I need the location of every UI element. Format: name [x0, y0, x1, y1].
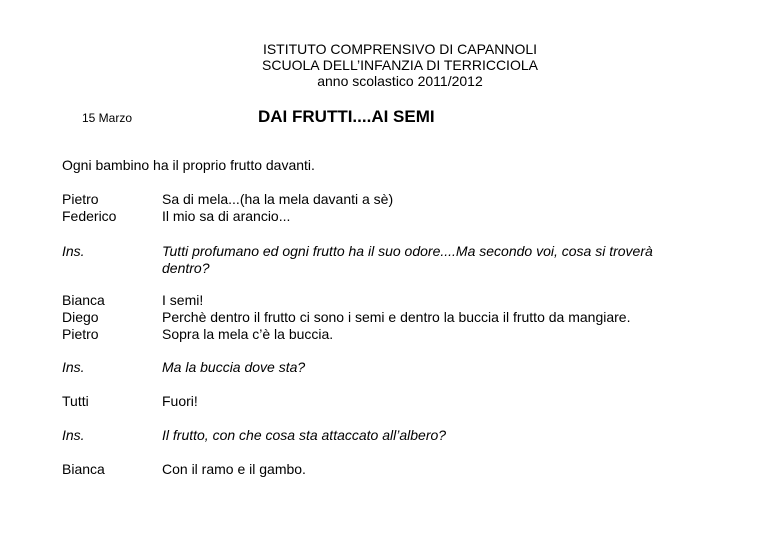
speaker-name: Ins.	[62, 359, 85, 375]
speaker-name: Pietro	[62, 326, 99, 342]
school-section: SCUOLA DELL’INFANZIA DI TERRICCIOLA	[262, 57, 538, 73]
utterance-list	[162, 243, 692, 277]
speaker-list	[62, 243, 162, 277]
dialogue-turn	[62, 359, 692, 376]
dialogue-turn	[62, 393, 692, 410]
dialogue-turn	[62, 243, 692, 277]
utterance: Con il ramo e il gambo.	[162, 461, 306, 477]
speaker-name: Federico	[62, 208, 117, 224]
utterance-list	[162, 393, 692, 410]
speaker-name: Ins.	[62, 427, 85, 443]
utterance: Sopra la mela c’è la buccia.	[162, 326, 334, 342]
utterance: Perchè dentro il frutto ci sono i semi e dentro la buccia il frutto da mangiare.	[162, 309, 631, 325]
speaker-name: Tutti	[62, 393, 89, 409]
utterance-list	[162, 359, 692, 376]
speaker-name: Diego	[62, 309, 99, 325]
utterance: Sa di mela...(ha la mela davanti a sè)	[162, 191, 394, 207]
dialogue-turn	[62, 427, 692, 444]
speaker-list	[62, 393, 162, 410]
dialogue-turn	[62, 191, 692, 225]
utterance-list	[162, 427, 692, 444]
utterance-list	[162, 191, 692, 225]
document-date: 15 Marzo	[82, 111, 133, 125]
utterance-list	[162, 461, 692, 478]
document-title: DAI FRUTTI....AI SEMI	[258, 107, 435, 126]
speaker-name: Pietro	[62, 191, 99, 207]
dialogue-turn	[62, 292, 692, 343]
speaker-list	[62, 292, 162, 343]
speaker-name: Ins.	[62, 243, 85, 259]
utterance: Tutti profumano ed ogni frutto ha il suo odore....Ma secondo voi, cosa si troverà dentro?	[162, 243, 653, 276]
utterance-list	[162, 292, 692, 343]
speaker-list	[62, 359, 162, 376]
speaker-name: Bianca	[62, 461, 105, 477]
document-header	[0, 41, 768, 89]
utterance: Il mio sa di arancio...	[162, 208, 291, 224]
school-year: anno scolastico 2011/2012	[317, 73, 483, 89]
intro-text: Ogni bambino ha il proprio frutto davanti.	[62, 157, 315, 173]
school-name: ISTITUTO COMPRENSIVO DI CAPANNOLI	[262, 41, 538, 57]
utterance: Ma la buccia dove sta?	[162, 359, 306, 375]
utterance: Il frutto, con che cosa sta attaccato all’albero?	[162, 427, 447, 443]
speaker-name: Bianca	[62, 292, 105, 308]
speaker-list	[62, 191, 162, 225]
dialogue-turn	[62, 461, 692, 478]
speaker-list	[62, 461, 162, 478]
utterance: Fuori!	[162, 393, 198, 409]
utterance: I semi!	[162, 292, 204, 308]
speaker-list	[62, 427, 162, 444]
